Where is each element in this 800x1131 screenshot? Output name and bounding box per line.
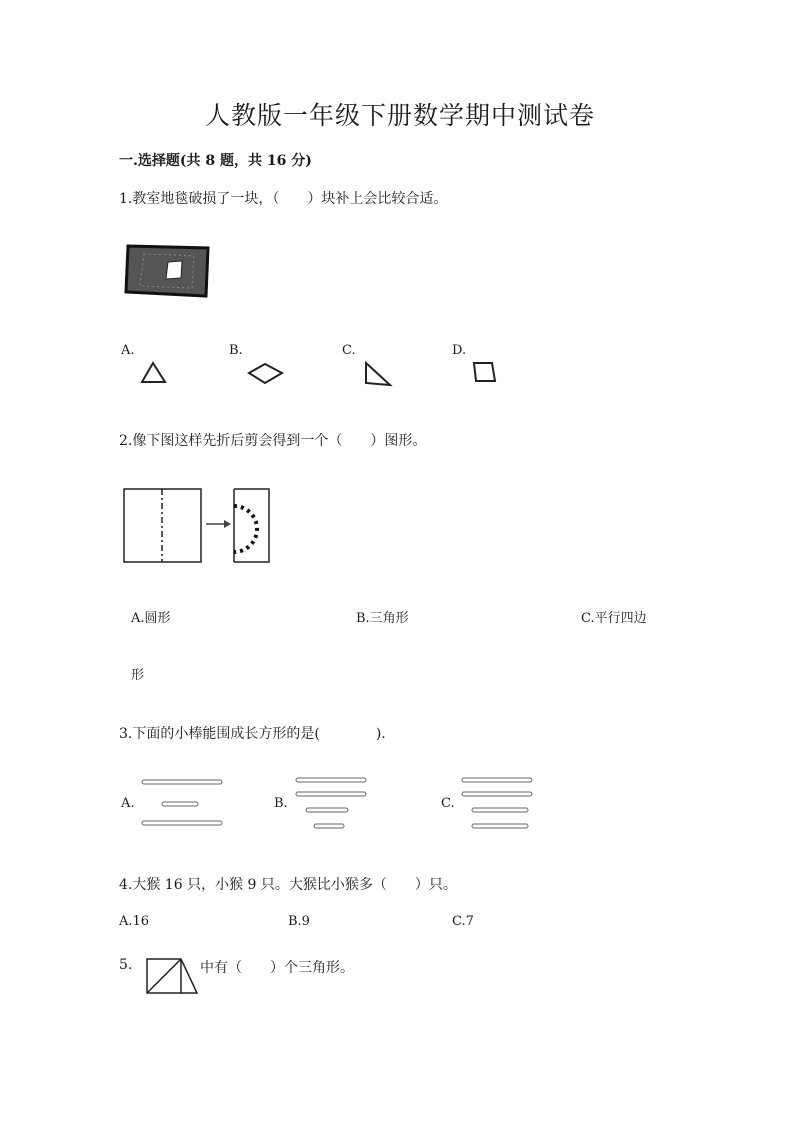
- q2-option-c-continued: 形: [131, 668, 145, 683]
- q3-option-c-label[interactable]: C.: [441, 796, 455, 811]
- q4-option-c[interactable]: C.7: [452, 914, 474, 929]
- q1-option-a-label[interactable]: A.: [121, 343, 135, 358]
- right-triangle-icon[interactable]: [364, 361, 392, 387]
- section-heading: 一.选择题(共 8 题，共 16 分): [119, 153, 312, 169]
- q4-option-a[interactable]: A.16: [119, 914, 150, 929]
- question-1-text: 1.教室地毯破损了一块，（ ）块补上会比较合适。: [119, 191, 448, 207]
- question-2-text: 2.像下图这样先折后剪会得到一个（ ）图形。: [119, 433, 427, 449]
- q3-option-a-label[interactable]: A.: [121, 796, 135, 811]
- q2-option-a[interactable]: A.圆形: [131, 611, 171, 626]
- question-5-text: 中有（ ）个三角形。: [200, 960, 354, 976]
- sticks-set-b-image[interactable]: [292, 775, 372, 831]
- fold-and-cut-diagram: [122, 486, 272, 564]
- q2-option-b[interactable]: B.三角形: [356, 611, 409, 626]
- q1-option-b-label[interactable]: B.: [229, 343, 243, 358]
- q1-option-c-label[interactable]: C.: [342, 343, 356, 358]
- question-5-number: 5.: [119, 957, 133, 973]
- q4-option-b[interactable]: B.9: [288, 914, 310, 929]
- triangle-count-figure: [143, 957, 201, 997]
- question-4-text: 4.大猴 16 只，小猴 9 只。大猴比小猴多（ ）只。: [119, 877, 457, 893]
- q1-option-d-label[interactable]: D.: [452, 343, 467, 358]
- trapezoid-icon[interactable]: [472, 361, 498, 383]
- rhombus-icon[interactable]: [248, 363, 284, 385]
- question-3-text: 3.下面的小棒能围成长方形的是( ).: [119, 726, 386, 742]
- q2-option-c[interactable]: C.平行四边: [581, 611, 647, 626]
- page-title: 人教版一年级下册数学期中测试卷: [204, 101, 595, 130]
- damaged-carpet-image: [124, 240, 214, 300]
- sticks-set-a-image[interactable]: [138, 778, 228, 830]
- sticks-set-c-image[interactable]: [458, 775, 538, 831]
- q3-option-b-label[interactable]: B.: [274, 796, 288, 811]
- triangle-icon[interactable]: [141, 362, 167, 384]
